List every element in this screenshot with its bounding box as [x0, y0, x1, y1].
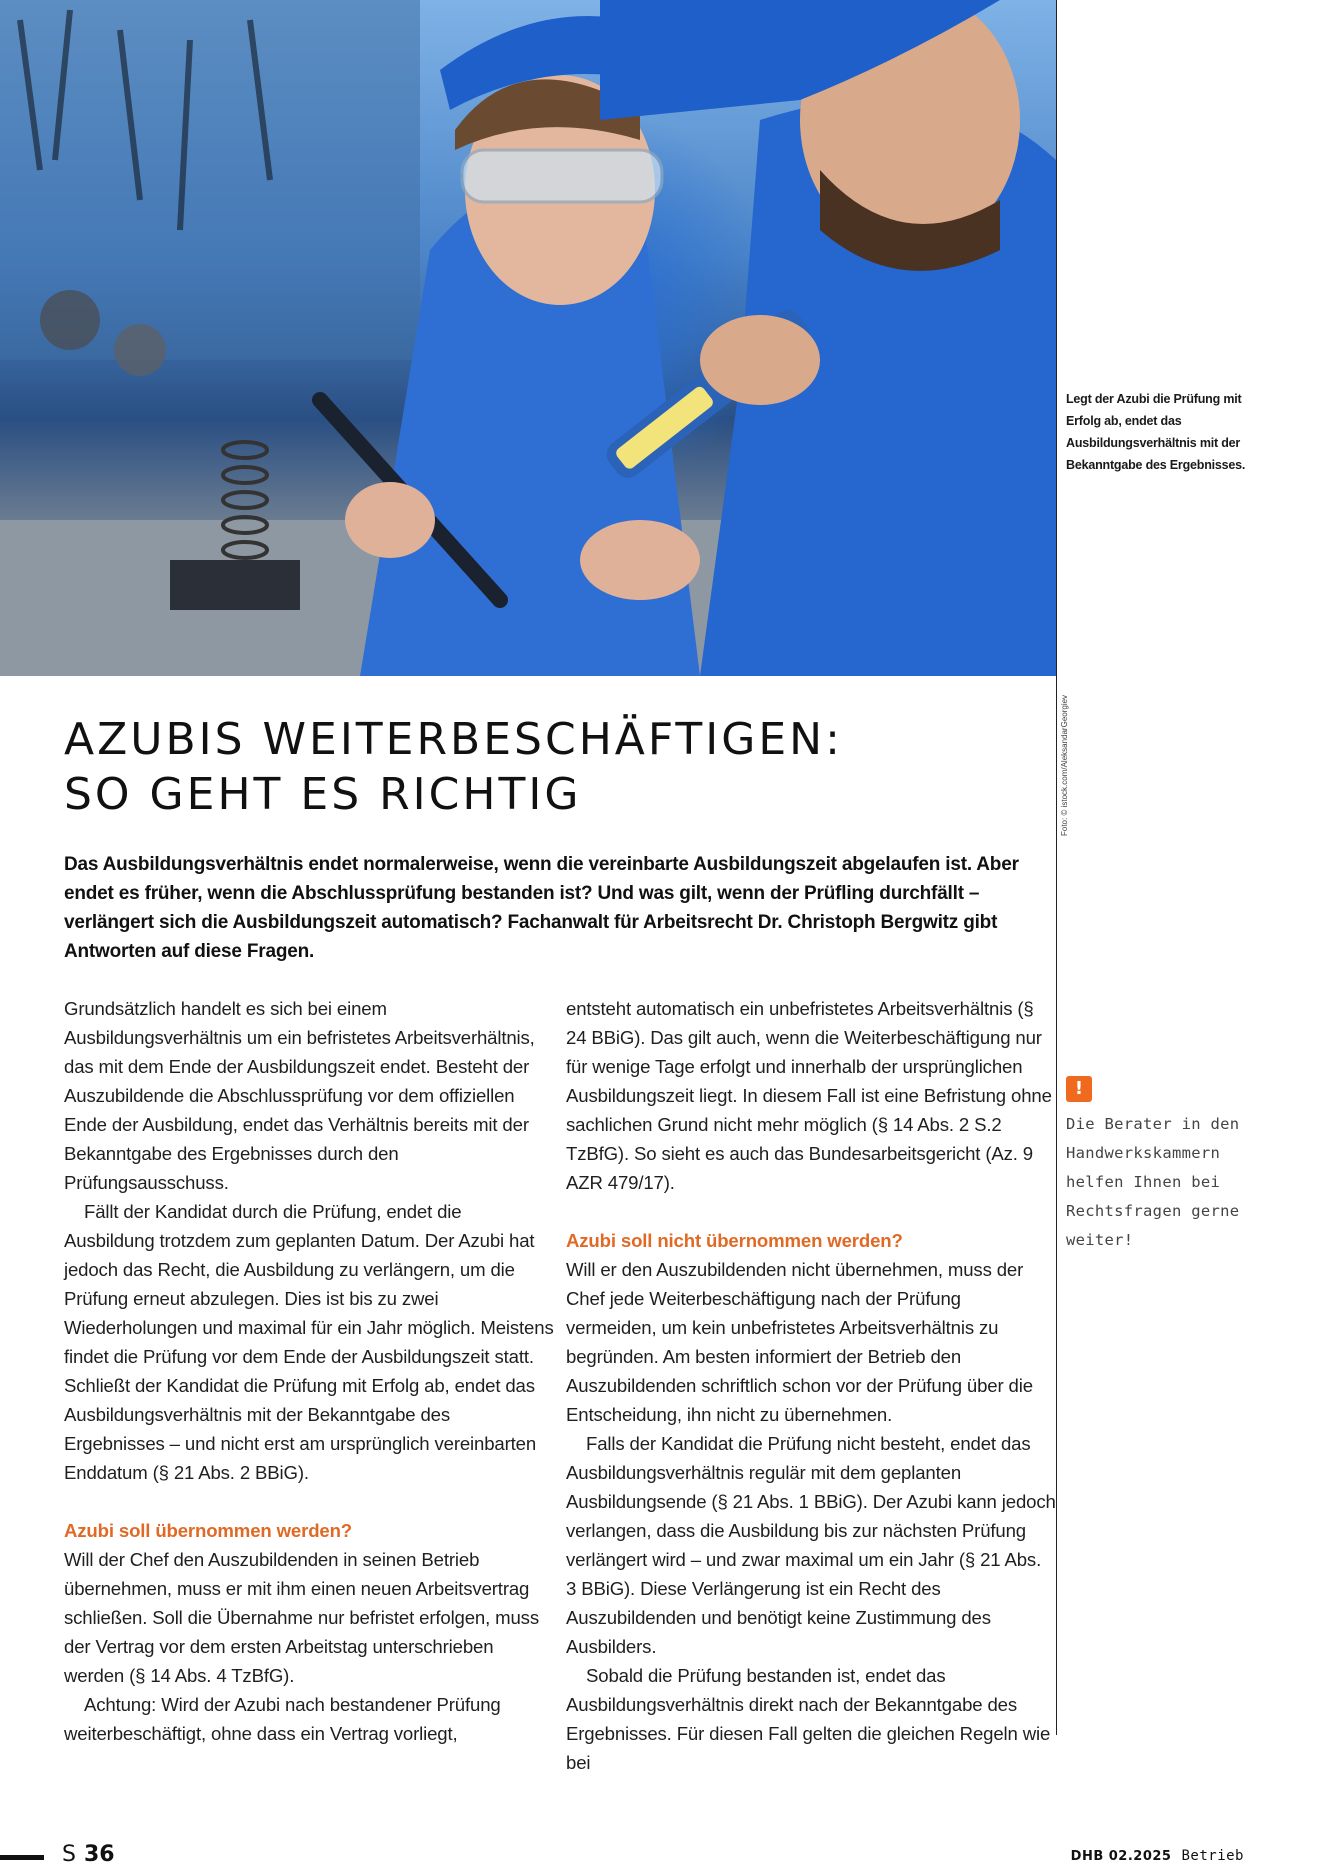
paragraph: Falls der Kandidat die Prüfung nicht besteht, endet das Ausbildungsverhältnis regulär mit dem geplanten Ausbildungsende (§ 21 Abs. 1 BBiG). Der Azubi kann jedoch verlangen, dass die Ausbildung bis zur nächsten Prüfung verlängert wird – und zwar maximal um ein Jahr (§ 21 Abs. 3 BBiG). Diese Verlängerung ist ein Recht des Auszubildenden und benötigt keine Zustimmung des Ausbilders. — [566, 1433, 1056, 1657]
photo-credit-text: Foto: © istock.com/AleksandarGeorgiev — [1060, 694, 1069, 836]
magazine-issue: DHB 02.2025 — [1070, 1849, 1172, 1864]
photo-caption: Legt der Azubi die Prüfung mit Erfolg ab, endet das Ausbildungsverhältnis mit der Bekanntgabe des Ergebnisses. — [1066, 392, 1246, 472]
paragraph: Will er den Auszubildenden nicht übernehmen, muss der Chef jede Weiterbeschäftigung nach der Prüfung vermeiden, um kein unbefristetes Arbeitsverhältnis zu begründen. Am besten informiert der Betrieb den Auszubildenden schriftlich schon vor der Prüfung über die Entscheidung, ihn nicht zu übernehmen. — [566, 1259, 1033, 1425]
paragraph: Achtung: Wird der Azubi nach bestandener Prüfung weiterbeschäftigt, ohne dass ein Vertrag vorliegt, — [64, 1694, 501, 1744]
photo-credit — [1058, 676, 1072, 836]
footer-issue — [1071, 1848, 1244, 1864]
section-name: Betrieb — [1181, 1848, 1244, 1864]
paragraph: Will der Chef den Auszubildenden in seinen Betrieb übernehmen, muss er mit ihm einen neuen Arbeitsvertrag schließen. Soll die Übernahme nur befristet erfolgen, muss der Vertrag vor dem ersten Arbeitstag unterschrieben werden (§ 14 Abs. 4 TzBfG). — [64, 1549, 539, 1686]
paragraph: Fällt der Kandidat durch die Prüfung, endet die Ausbildung trotzdem zum geplanten Datum. Der Azubi hat jedoch das Recht, die Ausbildung zu verlängern, um die Prüfung erneut abzulegen. Dies ist bis zu zwei Wiederholungen und maximal für ein Jahr möglich. Meistens findet die Prüfung vor dem Ende der Ausbildungszeit statt. Schließt der Kandidat die Prüfung mit Erfolg ab, endet das Ausbildungsverhältnis mit der Bekanntgabe des Ergebnisses – und nicht erst am ursprünglich vereinbarten Enddatum (§ 21 Abs. 2 BBiG). — [64, 1201, 554, 1483]
subheading: Azubi soll übernommen werden? — [64, 1520, 353, 1541]
article-column-left — [64, 994, 554, 1748]
article-lead: Das Ausbildungsverhältnis endet normalerweise, wenn die vereinbarte Ausbildungszeit abgelaufen ist. Aber endet es früher, wenn die Abschlussprüfung bestanden ist? Und was gilt, wenn der Prüfling durchfällt – verlängert sich die Ausbildungszeit automatisch? Fachanwalt für Arbeitsrecht Dr. Christoph Bergwitz gibt Antworten auf diese Fragen. — [64, 854, 1019, 962]
paragraph: entsteht automatisch ein unbefristetes Arbeitsverhältnis (§ 24 BBiG). Das gilt auch, wenn die Weiterbeschäftigung nur für wenige Tage erfolgt und innerhalb der ursprünglichen Ausbildungszeit liegt. In diesem Fall ist eine Befristung ohne sachlichen Grund nicht mehr möglich (§ 14 Abs. 2 S.2 TzBfG). So sieht es auch das Bundesarbeitsgericht (Az. 9 AZR 479/17). — [566, 998, 1052, 1193]
headline-line-2: SO GEHT ES RICHTIG — [64, 769, 582, 820]
footer-bar — [0, 1855, 44, 1860]
paragraph: Sobald die Prüfung bestanden ist, endet das Ausbildungsverhältnis direkt nach der Bekanntgabe des Ergebnisses. Für diesen Fall gelten die gleichen Regeln wie bei — [566, 1665, 1051, 1773]
exclamation-icon: ! — [1066, 1076, 1092, 1102]
page-number — [62, 1842, 115, 1867]
page-prefix: S — [62, 1842, 76, 1867]
article-headline — [64, 712, 1044, 822]
headline-line-1: AZUBIS WEITERBESCHÄFTIGEN: — [64, 714, 843, 765]
sidebar-note: Die Berater in den Handwerkskammern helfen Ihnen bei Rechtsfragen gerne weiter! — [1066, 1115, 1240, 1249]
article-photo — [0, 0, 1056, 676]
subheading: Azubi soll nicht übernommen werden? — [566, 1230, 903, 1251]
photo-illustration — [0, 0, 1056, 676]
article-column-right — [566, 994, 1056, 1777]
vertical-divider — [1056, 0, 1057, 1735]
paragraph: Grundsätzlich handelt es sich bei einem Ausbildungsverhältnis um ein befristetes Arbeitsverhältnis, das mit dem Ende der Ausbildungszeit endet. Besteht der Auszubildende die Abschlussprüfung vor dem offiziellen Ende der Ausbildung, endet das Verhältnis bereits mit der Bekanntgabe des Ergebnisses durch den Prüfungsausschuss. — [64, 998, 535, 1193]
page-number-value: 36 — [83, 1842, 115, 1867]
